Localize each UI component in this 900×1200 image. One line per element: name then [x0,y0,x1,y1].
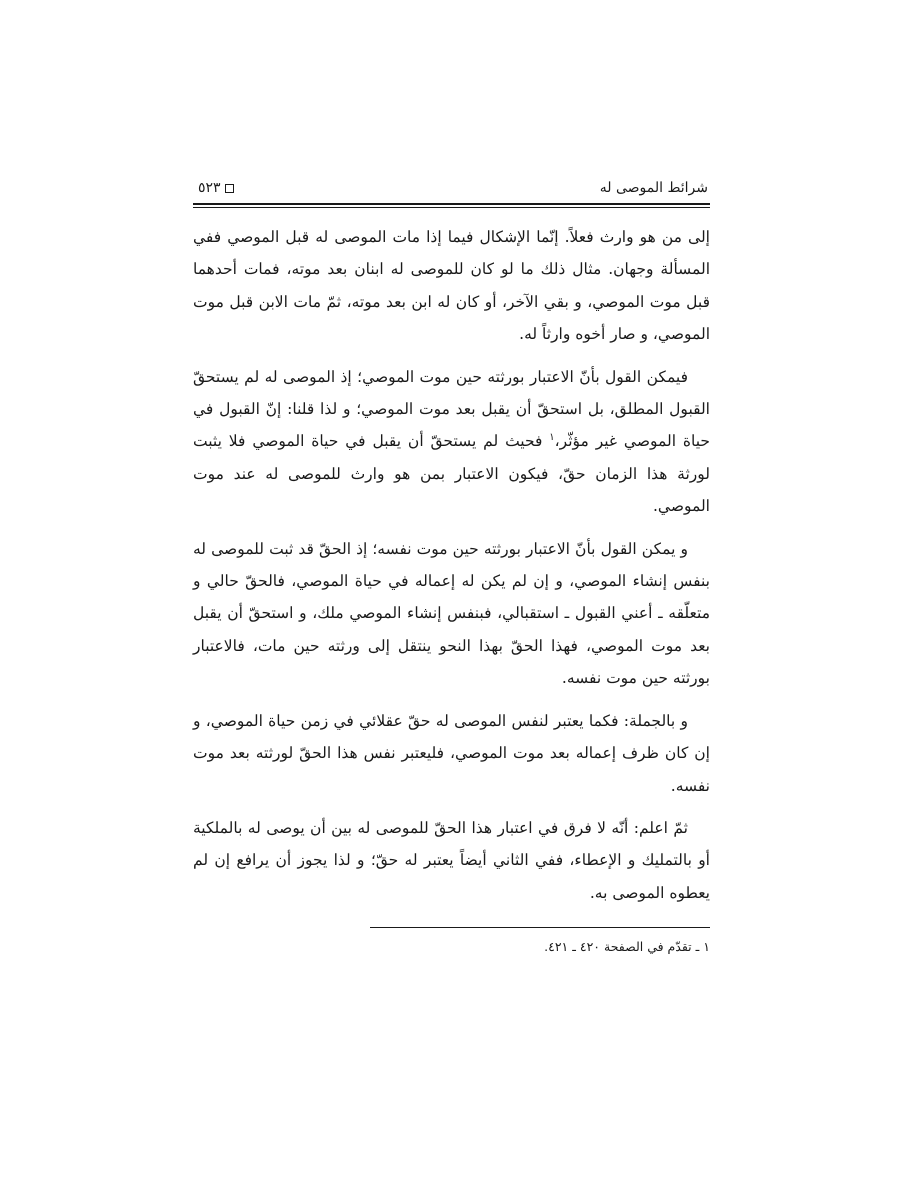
page-number-group [198,178,234,198]
paragraph-4: و بالجملة: فكما يعتبر لنفس الموصى له حقّ عقلائي في زمن حياة الموصي، و إن كان ظرف إعماله بعد موت الموصي، فليعتبر نفس هذا الحقّ لورثته بعد موت نفسه. [193,711,710,795]
paragraph-3: و يمكن القول بأنّ الاعتبار بورثته حين موت نفسه؛ إذ الحقّ قد ثبت للموصى له بنفس إنشاء الموصي، و إن لم يكن له إعماله في حياة الموصي، فالحقّ حالي و متعلّقه ـ أعني القبول ـ استقبالي، فبنفس إنشاء الموصي ملك، و استحقّ أن يقبل بعد موت الموصي، فهذا الحقّ بهذا النحو ينتقل إلى ورثته حين مات، فالاعتبار بورثته حين موت نفسه. [193,539,710,688]
paragraph-5: ثمّ اعلم: أنّه لا فرق في اعتبار هذا الحقّ للموصى له بين أن يوصى له بالملكية أو بالتمليك و الإعطاء، ففي الثاني أيضاً يعتبر له حقّ؛ و لذا يجوز أن يرافع إن لم يعطوه الموصى به. [193,818,710,902]
paragraph-1: إلى من هو وارث فعلاً. إنّما الإشكال فيما إذا مات الموصى له قبل الموصي ففي المسألة وجهان. مثال ذلك ما لو كان للموصى له ابنان بعد موته، فمات أحدهما قبل موت الموصي، و بقي الآخر، أو كان له ابن بعد موته، ثمّ مات الابن قبل موت الموصي، و صار أخوه وارثاً له. [193,228,710,344]
page-number: ٥٢٣ [198,180,221,196]
body-text [193,221,710,919]
paragraph-2 [193,361,710,523]
footnote-rule [370,927,710,928]
header-rule [193,203,710,208]
page-header [198,178,708,200]
square-bullet-icon [225,184,234,193]
footnote-ref[interactable]: ١ [549,432,555,444]
running-title: شرائط الموصى له [599,180,708,196]
footnote: ١ ـ تقدّم في الصفحة ٤٢٠ ـ ٤٢١. [544,939,710,954]
paragraph-2-part-1: فيمكن القول بأنّ الاعتبار بورثته حين موت الموصي؛ إذ الموصى له لم يستحقّ القبول المطلق، بل استحقّ أن يقبل بعد موت الموصي؛ و لذا قلنا: إنّ القبول في حياة الموصي غير مؤثّر، [193,367,710,451]
paragraph-2-part-2: فحيث لم يستحقّ أن يقبل في حياة الموصي فلا يثبت لورثة هذا الزمان حقّ، فيكون الاعتبار بمن هو وارث للموصى له عند موت الموصي. [193,432,710,516]
